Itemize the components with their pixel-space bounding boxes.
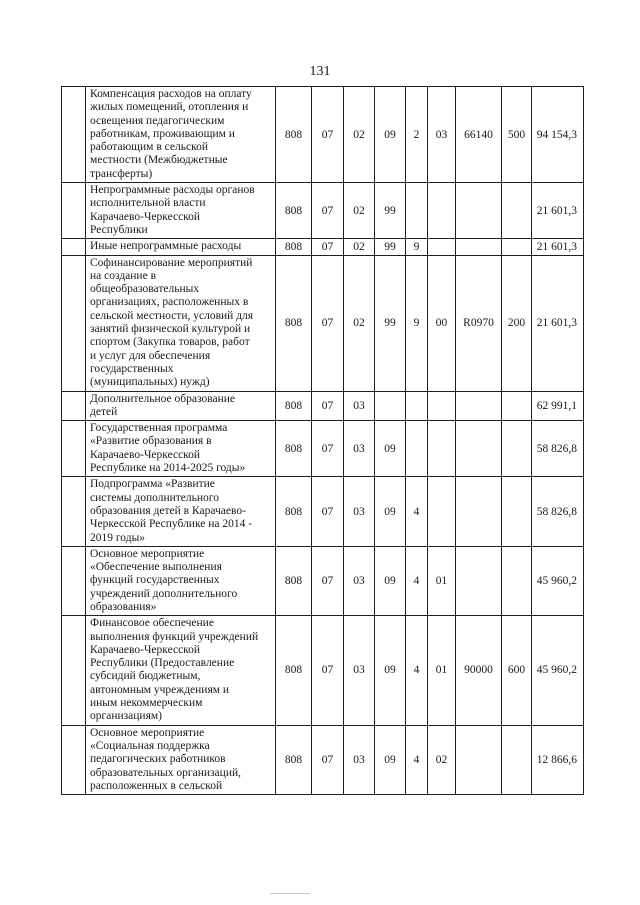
item-name-line: детей xyxy=(90,405,118,418)
item-name-line: Финансовое обеспечение xyxy=(90,617,214,630)
row-number-cell xyxy=(62,421,86,477)
direction-cell: 90000 xyxy=(456,616,502,725)
item-name-line: спортом (Закупка товаров, работ xyxy=(90,336,250,349)
row-number-cell xyxy=(62,391,86,421)
item-name-line: работающим в сельской xyxy=(90,141,208,154)
page-number: 131 xyxy=(309,64,331,79)
item-name-line: образовательных организаций, xyxy=(90,766,241,779)
vedomstvo-cell: 808 xyxy=(276,87,312,183)
row-number-cell xyxy=(62,616,86,725)
vedomstvo-cell: 808 xyxy=(276,725,312,794)
event-cell: 01 xyxy=(428,616,456,725)
razdel-cell: 07 xyxy=(312,477,344,546)
podrazdel-cell: 02 xyxy=(344,183,375,239)
budget-table-body xyxy=(62,87,584,795)
expense-type-cell: 200 xyxy=(502,255,532,391)
item-name-line: Основное мероприятие xyxy=(90,726,205,739)
direction-cell xyxy=(456,183,502,239)
item-name-line: Государственная программа xyxy=(90,422,228,435)
event-cell xyxy=(428,183,456,239)
item-name-line: Республики (Предоставление xyxy=(90,657,235,670)
item-name-line: учреждений дополнительного xyxy=(90,587,238,600)
row-number-cell xyxy=(62,255,86,391)
table-row xyxy=(62,255,584,391)
item-name-cell xyxy=(86,616,276,725)
table-row xyxy=(62,239,584,255)
item-name-line: и услуг для обеспечения xyxy=(90,349,211,362)
vedomstvo-cell: 808 xyxy=(276,421,312,477)
podrazdel-cell: 03 xyxy=(344,546,375,615)
item-name-line: Республики xyxy=(90,223,148,236)
expense-type-cell: 500 xyxy=(502,87,532,183)
subprogram-cell xyxy=(406,391,428,421)
item-name-line: иным некоммерческим xyxy=(90,697,203,710)
item-name-line: Непрограммные расходы органов xyxy=(90,184,255,197)
item-name-line: Республике на 2014-2025 годы» xyxy=(90,462,246,475)
direction-cell xyxy=(456,421,502,477)
razdel-cell: 07 xyxy=(312,391,344,421)
amount-cell: 94 154,3 xyxy=(532,87,584,183)
item-name-line: (муниципальных) нужд) xyxy=(90,376,210,389)
item-name-cell xyxy=(86,477,276,546)
amount-cell: 45 960,2 xyxy=(532,616,584,725)
item-name-cell xyxy=(86,183,276,239)
razdel-cell: 07 xyxy=(312,725,344,794)
item-name-line: государственных xyxy=(90,362,174,375)
event-cell xyxy=(428,239,456,255)
table-row xyxy=(62,477,584,546)
item-name-line: расположенных в сельской xyxy=(90,779,223,792)
item-name-line: Карачаево-Черкесской xyxy=(90,210,201,223)
event-cell xyxy=(428,391,456,421)
item-name-line: 2019 годы» xyxy=(90,531,146,544)
subprogram-cell: 4 xyxy=(406,616,428,725)
podrazdel-cell: 03 xyxy=(344,616,375,725)
amount-cell: 21 601,3 xyxy=(532,255,584,391)
program-cell: 99 xyxy=(375,239,406,255)
razdel-cell: 07 xyxy=(312,183,344,239)
table-row xyxy=(62,616,584,725)
direction-cell xyxy=(456,391,502,421)
subprogram-cell xyxy=(406,183,428,239)
event-cell: 00 xyxy=(428,255,456,391)
subprogram-cell: 2 xyxy=(406,87,428,183)
row-number-cell xyxy=(62,477,86,546)
item-name-line: педагогических работников xyxy=(90,753,226,766)
item-name-line: общеобразовательных xyxy=(90,283,200,296)
item-name-line: Иные непрограммные расходы xyxy=(90,240,242,253)
direction-cell xyxy=(456,239,502,255)
table-row xyxy=(62,546,584,615)
event-cell: 02 xyxy=(428,725,456,794)
expense-type-cell xyxy=(502,477,532,546)
item-name-line: сельской местности, условий для xyxy=(90,309,254,322)
podrazdel-cell: 02 xyxy=(344,239,375,255)
item-name-line: местности (Межбюджетные xyxy=(90,154,228,167)
row-number-cell xyxy=(62,87,86,183)
podrazdel-cell: 03 xyxy=(344,421,375,477)
podrazdel-cell: 03 xyxy=(344,477,375,546)
program-cell: 09 xyxy=(375,87,406,183)
amount-cell: 58 826,8 xyxy=(532,421,584,477)
podrazdel-cell: 02 xyxy=(344,255,375,391)
event-cell: 03 xyxy=(428,87,456,183)
table-row xyxy=(62,391,584,421)
razdel-cell: 07 xyxy=(312,239,344,255)
vedomstvo-cell: 808 xyxy=(276,255,312,391)
expense-type-cell xyxy=(502,421,532,477)
direction-cell xyxy=(456,546,502,615)
program-cell: 09 xyxy=(375,477,406,546)
item-name-line: «Социальная поддержка xyxy=(90,739,210,752)
amount-cell: 21 601,3 xyxy=(532,183,584,239)
razdel-cell: 07 xyxy=(312,255,344,391)
item-name-cell xyxy=(86,239,276,255)
expense-type-cell xyxy=(502,391,532,421)
item-name-line: автономным учреждениям и xyxy=(90,683,230,696)
expense-type-cell xyxy=(502,239,532,255)
item-name-line: работникам, проживающим и xyxy=(90,127,235,140)
row-number-cell xyxy=(62,725,86,794)
direction-cell xyxy=(456,725,502,794)
item-name-line: организациям) xyxy=(90,710,162,723)
amount-cell: 45 960,2 xyxy=(532,546,584,615)
expense-type-cell xyxy=(502,183,532,239)
program-cell: 09 xyxy=(375,421,406,477)
item-name-cell xyxy=(86,421,276,477)
item-name-line: Подпрограмма «Развитие xyxy=(90,478,215,491)
subprogram-cell: 9 xyxy=(406,239,428,255)
item-name-cell xyxy=(86,546,276,615)
row-number-cell xyxy=(62,546,86,615)
item-name-line: выполнения функций учреждений xyxy=(90,630,259,643)
vedomstvo-cell: 808 xyxy=(276,183,312,239)
program-cell: 99 xyxy=(375,183,406,239)
item-name-line: образования» xyxy=(90,600,157,613)
item-name-line: жилых помещений, отопления и xyxy=(90,101,249,114)
item-name-line: «Обеспечение выполнения xyxy=(90,561,222,574)
item-name-cell xyxy=(86,87,276,183)
item-name-line: Карачаево-Черкесской xyxy=(90,643,201,656)
item-name-cell xyxy=(86,255,276,391)
amount-cell: 12 866,6 xyxy=(532,725,584,794)
vedomstvo-cell: 808 xyxy=(276,477,312,546)
item-name-line: Основное мероприятие xyxy=(90,547,205,560)
item-name-cell xyxy=(86,725,276,794)
expense-type-cell xyxy=(502,725,532,794)
program-cell: 09 xyxy=(375,725,406,794)
subprogram-cell: 4 xyxy=(406,477,428,546)
subprogram-cell xyxy=(406,421,428,477)
podrazdel-cell: 03 xyxy=(344,725,375,794)
item-name-line: «Развитие образования в xyxy=(90,435,212,448)
row-number-cell xyxy=(62,239,86,255)
razdel-cell: 07 xyxy=(312,421,344,477)
podrazdel-cell: 02 xyxy=(344,87,375,183)
amount-cell: 58 826,8 xyxy=(532,477,584,546)
table-row xyxy=(62,725,584,794)
table-row xyxy=(62,183,584,239)
program-cell: 09 xyxy=(375,616,406,725)
item-name-line: функций государственных xyxy=(90,574,220,587)
vedomstvo-cell: 808 xyxy=(276,391,312,421)
item-name-line: занятий физической культурой и xyxy=(90,323,251,336)
item-name-line: на создание в xyxy=(90,269,156,282)
budget-table xyxy=(61,86,584,795)
item-name-line: организациях, расположенных в xyxy=(90,296,249,309)
item-name-line: трансферты) xyxy=(90,167,153,180)
item-name-line: образования детей в Карачаево- xyxy=(90,504,246,517)
direction-cell: 66140 xyxy=(456,87,502,183)
row-number-cell xyxy=(62,183,86,239)
item-name-line: Черкесской Республике на 2014 - xyxy=(90,518,253,531)
event-cell xyxy=(428,477,456,546)
item-name-line: освещения педагогическим xyxy=(90,114,225,127)
item-name-line: Карачаево-Черкесской xyxy=(90,448,201,461)
subprogram-cell: 9 xyxy=(406,255,428,391)
program-cell: 99 xyxy=(375,255,406,391)
direction-cell: R0970 xyxy=(456,255,502,391)
razdel-cell: 07 xyxy=(312,546,344,615)
table-row xyxy=(62,87,584,183)
subprogram-cell: 4 xyxy=(406,725,428,794)
vedomstvo-cell: 808 xyxy=(276,239,312,255)
item-name-line: системы дополнительного xyxy=(90,491,219,504)
podrazdel-cell: 03 xyxy=(344,391,375,421)
amount-cell: 62 991,1 xyxy=(532,391,584,421)
item-name-line: Компенсация расходов на оплату xyxy=(90,88,252,100)
item-name-cell xyxy=(86,391,276,421)
amount-cell: 21 601,3 xyxy=(532,239,584,255)
razdel-cell: 07 xyxy=(312,87,344,183)
expense-type-cell xyxy=(502,546,532,615)
direction-cell xyxy=(456,477,502,546)
razdel-cell: 07 xyxy=(312,616,344,725)
subprogram-cell: 4 xyxy=(406,546,428,615)
scan-artifact xyxy=(270,893,310,894)
expense-type-cell: 600 xyxy=(502,616,532,725)
item-name-line: Дополнительное образование xyxy=(90,392,236,405)
item-name-line: субсидий бюджетным, xyxy=(90,670,201,683)
item-name-line: исполнительной власти xyxy=(90,197,206,210)
program-cell: 09 xyxy=(375,546,406,615)
item-name-line: Софинансирование мероприятий xyxy=(90,256,253,269)
program-cell xyxy=(375,391,406,421)
event-cell xyxy=(428,421,456,477)
event-cell: 01 xyxy=(428,546,456,615)
vedomstvo-cell: 808 xyxy=(276,616,312,725)
table-row xyxy=(62,421,584,477)
vedomstvo-cell: 808 xyxy=(276,546,312,615)
